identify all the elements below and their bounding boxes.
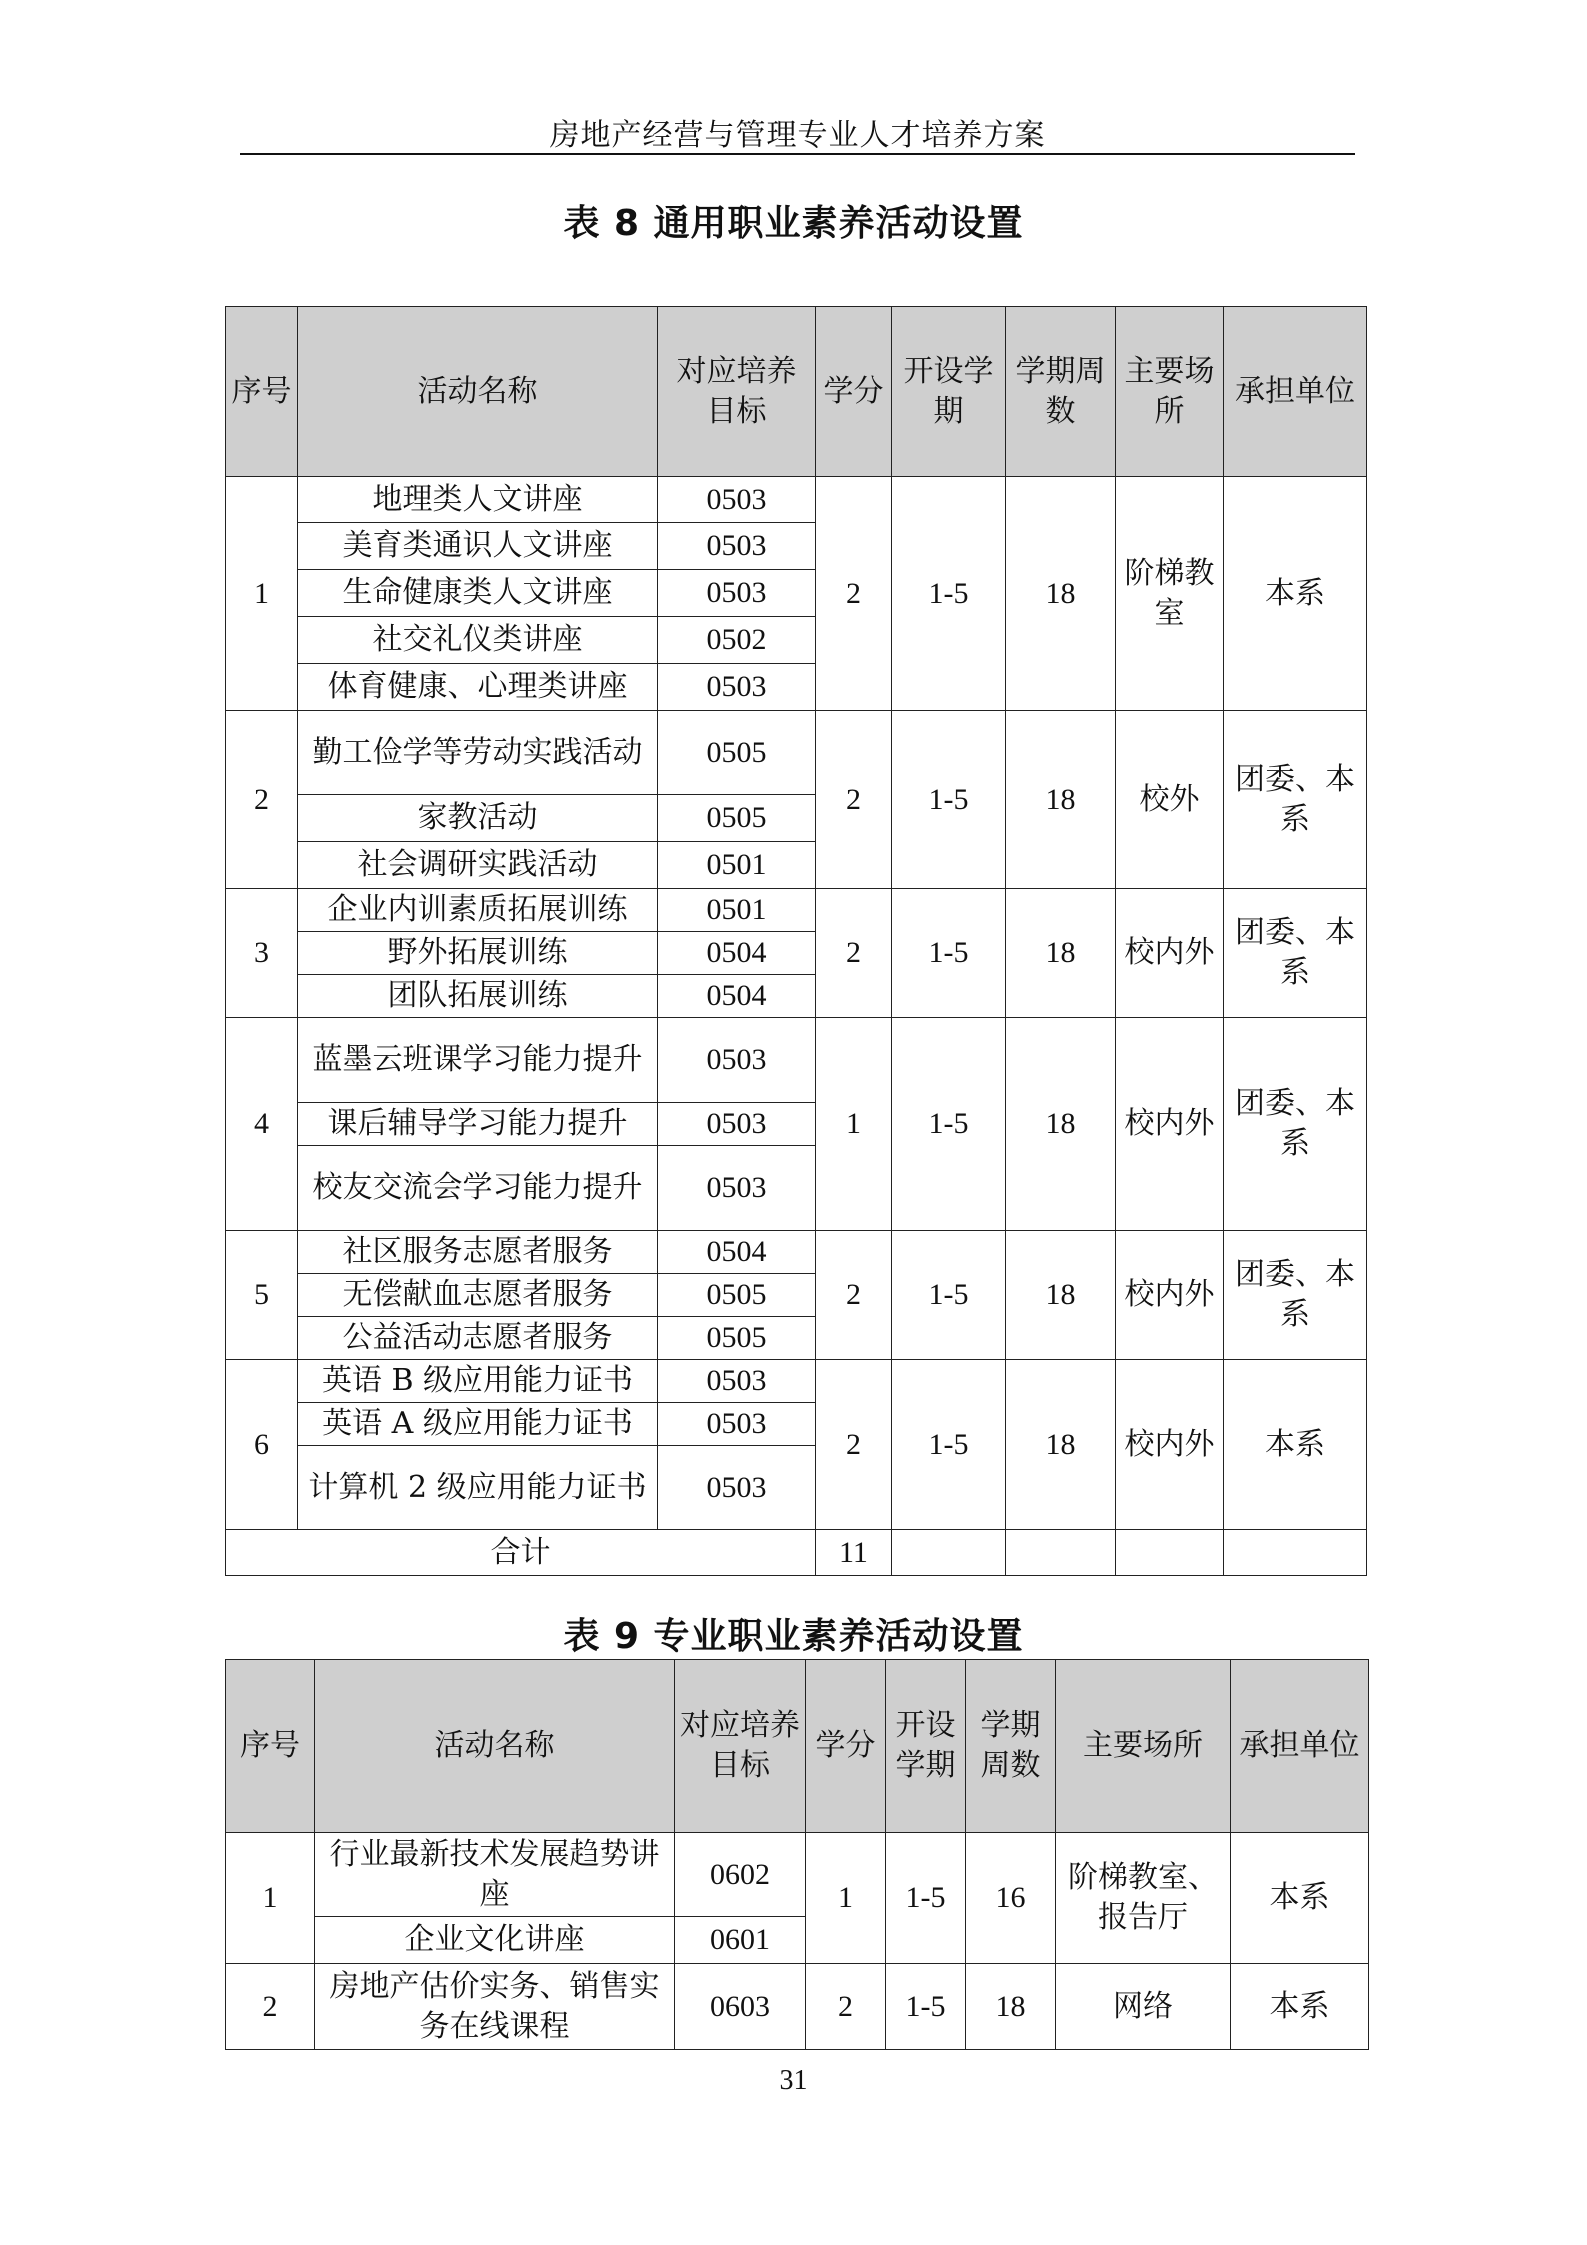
activity-name: 家教活动 bbox=[298, 795, 658, 842]
col-header-weeks: 学期周数 bbox=[966, 1660, 1056, 1833]
activity-name: 企业内训素质拓展训练 bbox=[298, 889, 658, 932]
col-header-activity: 活动名称 bbox=[298, 307, 658, 477]
group-place: 校内外 bbox=[1116, 1018, 1224, 1231]
group-weeks: 18 bbox=[1006, 711, 1116, 889]
group-unit: 团委、本系 bbox=[1224, 1018, 1367, 1231]
activity-name: 英语 A 级应用能力证书 bbox=[298, 1403, 658, 1446]
activity-name: 生命健康类人文讲座 bbox=[298, 570, 658, 617]
table-row bbox=[226, 1833, 1369, 1917]
group-semester: 1-5 bbox=[892, 477, 1006, 711]
col-header-activity: 活动名称 bbox=[315, 1660, 675, 1833]
running-header: 房地产经营与管理专业人才培养方案 bbox=[549, 118, 1046, 153]
col-header-target: 对应培养目标 bbox=[675, 1660, 806, 1833]
table9-caption: 表 9 专业职业素养活动设置 bbox=[563, 1616, 1024, 1657]
activity-target: 0505 bbox=[658, 1317, 816, 1360]
group-place: 校外 bbox=[1116, 711, 1224, 889]
group-place: 校内外 bbox=[1116, 1231, 1224, 1360]
group-weeks: 18 bbox=[1006, 1360, 1116, 1530]
col-header-weeks: 学期周数 bbox=[1006, 307, 1116, 477]
group-semester: 1-5 bbox=[892, 1018, 1006, 1231]
col-header-target: 对应培养目标 bbox=[658, 307, 816, 477]
activity-target: 0503 bbox=[658, 1403, 816, 1446]
empty-cell bbox=[1224, 1530, 1367, 1576]
group-unit: 团委、本系 bbox=[1224, 889, 1367, 1018]
group-unit: 本系 bbox=[1231, 1833, 1369, 1964]
activity-target: 0601 bbox=[675, 1917, 806, 1964]
group-credit: 2 bbox=[816, 711, 892, 889]
table8 bbox=[225, 306, 1367, 1576]
col-header-semester: 开设学期 bbox=[892, 307, 1006, 477]
group-unit: 本系 bbox=[1231, 1964, 1369, 2050]
activity-name: 勤工俭学等劳动实践活动 bbox=[298, 711, 658, 795]
group-credit: 1 bbox=[806, 1833, 886, 1964]
empty-cell bbox=[892, 1530, 1006, 1576]
table-row bbox=[226, 1231, 1367, 1274]
group-no: 6 bbox=[226, 1360, 298, 1530]
table-row bbox=[226, 1964, 1369, 2050]
group-no: 1 bbox=[226, 1833, 315, 1964]
activity-target: 0505 bbox=[658, 711, 816, 795]
page-number: 31 bbox=[779, 2065, 808, 2096]
table-row bbox=[226, 889, 1367, 932]
activity-target: 0503 bbox=[658, 1146, 816, 1231]
col-header-credit: 学分 bbox=[816, 307, 892, 477]
group-place: 校内外 bbox=[1116, 1360, 1224, 1530]
group-no: 2 bbox=[226, 1964, 315, 2050]
col-header-place: 主要场所 bbox=[1116, 307, 1224, 477]
group-credit: 2 bbox=[816, 1360, 892, 1530]
group-weeks: 18 bbox=[1006, 477, 1116, 711]
group-no: 5 bbox=[226, 1231, 298, 1360]
activity-name: 社交礼仪类讲座 bbox=[298, 617, 658, 664]
total-credit: 11 bbox=[816, 1530, 892, 1576]
table9 bbox=[225, 1659, 1369, 2050]
group-semester: 1-5 bbox=[892, 711, 1006, 889]
col-header-semester: 开设学期 bbox=[886, 1660, 966, 1833]
activity-name: 公益活动志愿者服务 bbox=[298, 1317, 658, 1360]
activity-target: 0504 bbox=[658, 975, 816, 1018]
activity-target: 0503 bbox=[658, 523, 816, 570]
table-row bbox=[226, 1018, 1367, 1103]
group-no: 3 bbox=[226, 889, 298, 1018]
activity-target: 0501 bbox=[658, 842, 816, 889]
activity-target: 0503 bbox=[658, 1446, 816, 1530]
group-place: 阶梯教室、报告厅 bbox=[1056, 1833, 1231, 1964]
empty-cell bbox=[1006, 1530, 1116, 1576]
activity-name: 美育类通识人文讲座 bbox=[298, 523, 658, 570]
activity-name: 社会调研实践活动 bbox=[298, 842, 658, 889]
activity-target: 0503 bbox=[658, 1018, 816, 1103]
table-row bbox=[226, 1360, 1367, 1403]
group-semester: 1-5 bbox=[892, 1231, 1006, 1360]
activity-name: 校友交流会学习能力提升 bbox=[298, 1146, 658, 1231]
activity-target: 0504 bbox=[658, 1231, 816, 1274]
activity-name: 行业最新技术发展趋势讲座 bbox=[315, 1833, 675, 1917]
activity-target: 0505 bbox=[658, 1274, 816, 1317]
activity-target: 0503 bbox=[658, 664, 816, 711]
activity-target: 0503 bbox=[658, 1103, 816, 1146]
activity-target: 0503 bbox=[658, 477, 816, 523]
activity-target: 0503 bbox=[658, 1360, 816, 1403]
group-weeks: 18 bbox=[1006, 1231, 1116, 1360]
col-header-place: 主要场所 bbox=[1056, 1660, 1231, 1833]
activity-target: 0503 bbox=[658, 570, 816, 617]
group-credit: 2 bbox=[816, 889, 892, 1018]
activity-target: 0502 bbox=[658, 617, 816, 664]
activity-name: 团队拓展训练 bbox=[298, 975, 658, 1018]
activity-name: 企业文化讲座 bbox=[315, 1917, 675, 1964]
group-no: 4 bbox=[226, 1018, 298, 1231]
group-semester: 1-5 bbox=[886, 1964, 966, 2050]
activity-name: 社区服务志愿者服务 bbox=[298, 1231, 658, 1274]
activity-name: 计算机 2 级应用能力证书 bbox=[298, 1446, 658, 1530]
col-header-no: 序号 bbox=[226, 307, 298, 477]
table-row bbox=[226, 477, 1367, 523]
activity-target: 0504 bbox=[658, 932, 816, 975]
group-no: 1 bbox=[226, 477, 298, 711]
activity-name: 房地产估价实务、销售实务在线课程 bbox=[315, 1964, 675, 2050]
group-unit: 本系 bbox=[1224, 1360, 1367, 1530]
header-rule bbox=[240, 153, 1355, 155]
group-credit: 2 bbox=[816, 1231, 892, 1360]
col-header-no: 序号 bbox=[226, 1660, 315, 1833]
group-place: 校内外 bbox=[1116, 889, 1224, 1018]
group-unit: 本系 bbox=[1224, 477, 1367, 711]
group-place: 网络 bbox=[1056, 1964, 1231, 2050]
group-weeks: 18 bbox=[1006, 889, 1116, 1018]
activity-name: 无偿献血志愿者服务 bbox=[298, 1274, 658, 1317]
activity-target: 0505 bbox=[658, 795, 816, 842]
table9-header-row bbox=[226, 1660, 1369, 1833]
activity-target: 0602 bbox=[675, 1833, 806, 1917]
group-credit: 1 bbox=[816, 1018, 892, 1231]
group-credit: 2 bbox=[816, 477, 892, 711]
group-weeks: 16 bbox=[966, 1833, 1056, 1964]
activity-name: 蓝墨云班课学习能力提升 bbox=[298, 1018, 658, 1103]
group-no: 2 bbox=[226, 711, 298, 889]
total-label: 合计 bbox=[226, 1530, 816, 1576]
group-weeks: 18 bbox=[966, 1964, 1056, 2050]
empty-cell bbox=[1116, 1530, 1224, 1576]
group-unit: 团委、本系 bbox=[1224, 1231, 1367, 1360]
table8-header-row bbox=[226, 307, 1367, 477]
activity-name: 地理类人文讲座 bbox=[298, 477, 658, 523]
activity-name: 体育健康、心理类讲座 bbox=[298, 664, 658, 711]
activity-name: 野外拓展训练 bbox=[298, 932, 658, 975]
col-header-unit: 承担单位 bbox=[1231, 1660, 1369, 1833]
group-credit: 2 bbox=[806, 1964, 886, 2050]
col-header-unit: 承担单位 bbox=[1224, 307, 1367, 477]
activity-name: 英语 B 级应用能力证书 bbox=[298, 1360, 658, 1403]
group-place: 阶梯教室 bbox=[1116, 477, 1224, 711]
table8-caption: 表 8 通用职业素养活动设置 bbox=[563, 203, 1024, 244]
table-row bbox=[226, 711, 1367, 795]
group-semester: 1-5 bbox=[892, 1360, 1006, 1530]
group-semester: 1-5 bbox=[892, 889, 1006, 1018]
activity-name: 课后辅导学习能力提升 bbox=[298, 1103, 658, 1146]
activity-target: 0501 bbox=[658, 889, 816, 932]
total-row bbox=[226, 1530, 1367, 1576]
activity-target: 0603 bbox=[675, 1964, 806, 2050]
group-unit: 团委、本系 bbox=[1224, 711, 1367, 889]
group-weeks: 18 bbox=[1006, 1018, 1116, 1231]
col-header-credit: 学分 bbox=[806, 1660, 886, 1833]
group-semester: 1-5 bbox=[886, 1833, 966, 1964]
